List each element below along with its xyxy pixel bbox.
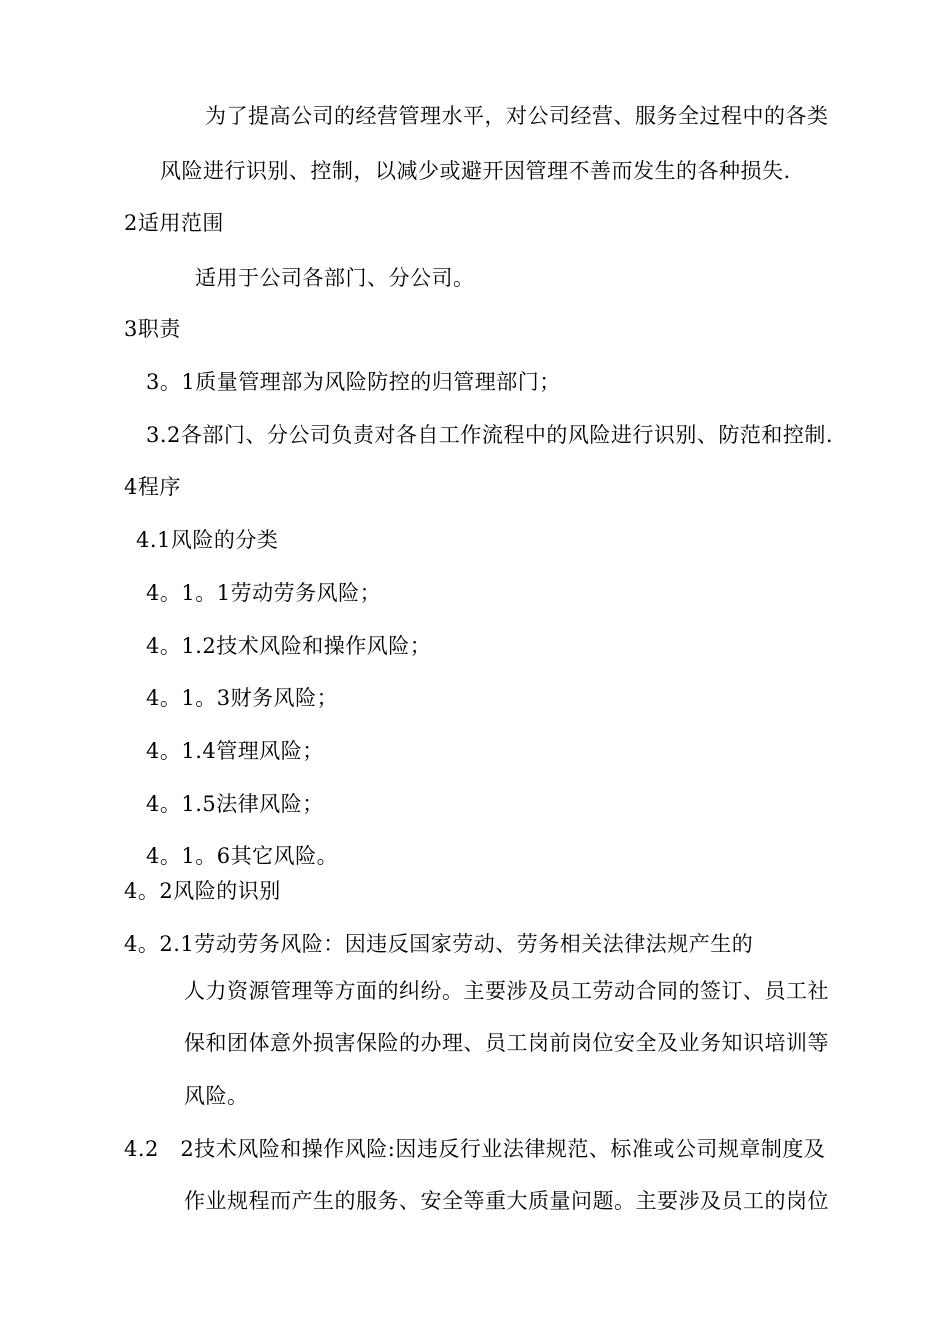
identification-item-2-line-2: 作业规程而产生的服务、安全等重大质量问题。主要涉及员工的岗位 bbox=[184, 1189, 829, 1213]
duties-item-2: 3.2各部门、分公司负责对各自工作流程中的风险进行识别、防范和控制. bbox=[146, 423, 834, 447]
identification-item-2-line-1: 4.2 2技术风险和操作风险:因违反行业法律规范、标准或公司规章制度及 bbox=[124, 1137, 826, 1161]
section-heading-procedure: 4程序 bbox=[124, 475, 181, 499]
classification-item: 4。1.2技术风险和操作风险； bbox=[146, 634, 432, 658]
section-heading-scope: 2适用范围 bbox=[124, 211, 224, 235]
scope-text: 适用于公司各部门、分公司。 bbox=[195, 266, 475, 290]
classification-item: 4。1.4管理风险； bbox=[146, 739, 324, 763]
purpose-line-1: 为了提高公司的经营管理水平，对公司经营、服务全过程中的各类 bbox=[205, 104, 829, 128]
identification-item-1-line-3: 保和团体意外损害保险的办理、员工岗前岗位安全及业务知识培训等 bbox=[184, 1031, 829, 1055]
classification-item: 4。1。6其它风险。 bbox=[146, 844, 339, 868]
section-heading-duties: 3职责 bbox=[124, 317, 181, 341]
duties-item-1: 3。1质量管理部为风险防控的归管理部门； bbox=[146, 370, 561, 394]
classification-item: 4。1.5法律风险； bbox=[146, 792, 324, 816]
classification-item: 4。1。1劳动劳务风险； bbox=[146, 581, 382, 605]
identification-item-1-line-2: 人力资源管理等方面的纠纷。主要涉及员工劳动合同的签订、员工社 bbox=[184, 979, 829, 1003]
purpose-line-2: 风险进行识别、控制，以减少或避开因管理不善而发生的各种损失. bbox=[160, 159, 791, 183]
classification-item: 4。1。3财务风险； bbox=[146, 686, 339, 710]
identification-item-1-line-4: 风险。 bbox=[184, 1084, 249, 1108]
identification-item-1-line-1: 4。2.1劳动劳务风险：因违反国家劳动、劳务相关法律法规产生的 bbox=[124, 932, 754, 956]
subsection-heading-classification: 4.1风险的分类 bbox=[136, 528, 279, 552]
subsection-heading-identification: 4。2风险的识别 bbox=[124, 879, 281, 903]
